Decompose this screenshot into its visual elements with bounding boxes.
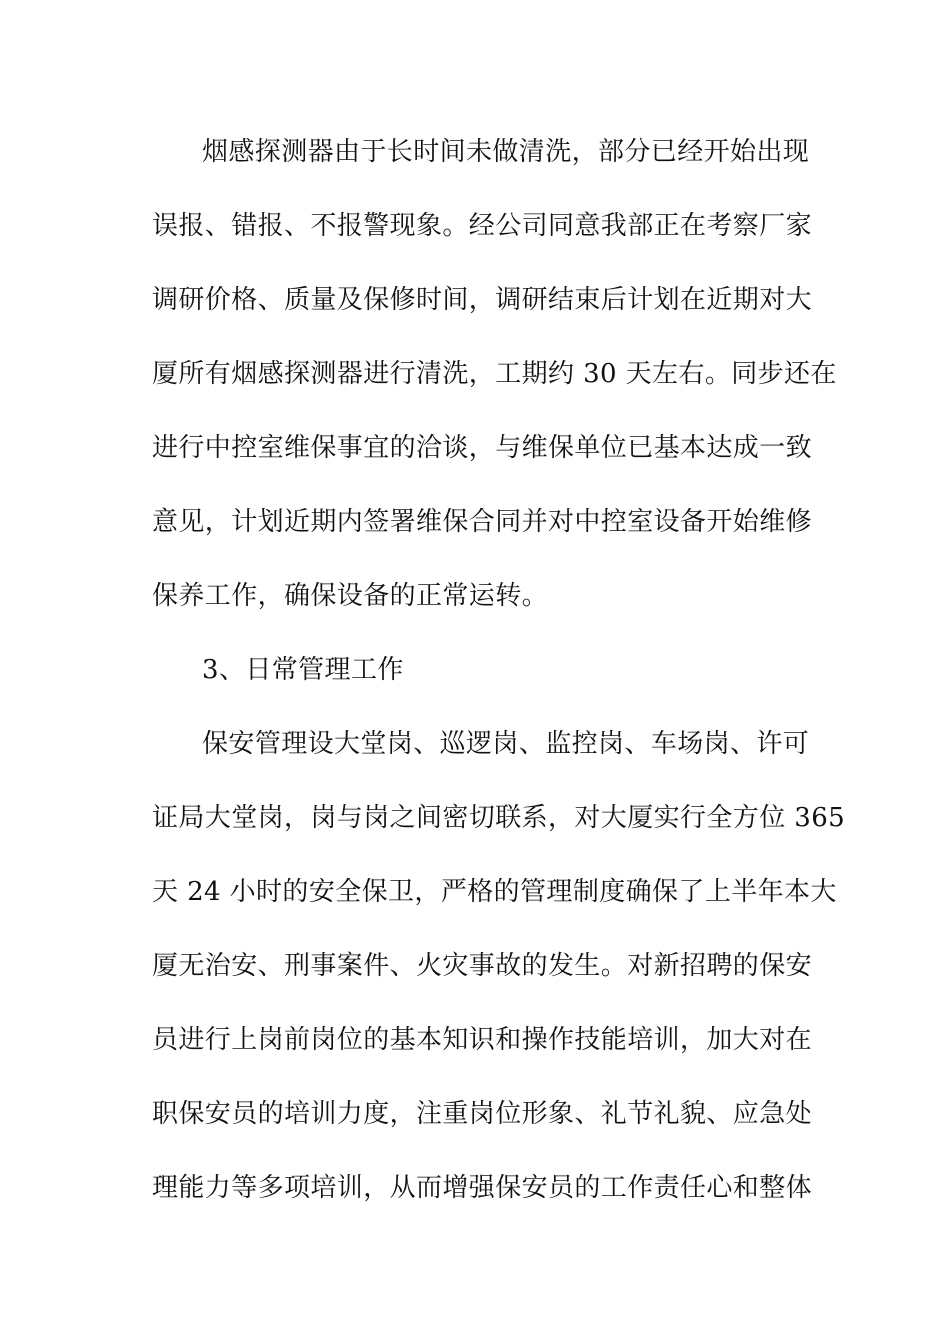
paragraph-line: 理能力等多项培训，从而增强保安员的工作责任心和整体	[152, 1173, 813, 1203]
paragraph-line: 职保安员的培训力度，注重岗位形象、礼节礼貌、应急处	[152, 1099, 813, 1129]
paragraph-line: 天 24 小时的安全保卫，严格的管理制度确保了上半年本大	[152, 877, 837, 907]
paragraph-line: 员进行上岗前岗位的基本知识和操作技能培训，加大对在	[152, 1025, 813, 1055]
paragraph-line: 烟感探测器由于长时间未做清洗，部分已经开始出现	[202, 137, 810, 167]
paragraph-line: 厦所有烟感探测器进行清洗，工期约 30 天左右。同步还在	[152, 359, 837, 389]
paragraph-line: 误报、错报、不报警现象。经公司同意我部正在考察厂家	[152, 211, 813, 241]
paragraph-line: 保养工作，确保设备的正常运转。	[152, 581, 549, 611]
paragraph-line: 意见，计划近期内签署维保合同并对中控室设备开始维修	[152, 507, 813, 537]
paragraph-line: 调研价格、质量及保修时间，调研结束后计划在近期对大	[152, 285, 813, 315]
paragraph-line: 进行中控室维保事宜的洽谈，与维保单位已基本达成一致	[152, 433, 813, 463]
section-heading: 3、日常管理工作	[202, 655, 404, 685]
paragraph-line: 厦无治安、刑事案件、火灾事故的发生。对新招聘的保安	[152, 951, 813, 981]
paragraph-line: 证局大堂岗，岗与岗之间密切联系，对大厦实行全方位 365	[152, 803, 846, 833]
paragraph-line: 保安管理设大堂岗、巡逻岗、监控岗、车场岗、许可	[202, 729, 810, 759]
